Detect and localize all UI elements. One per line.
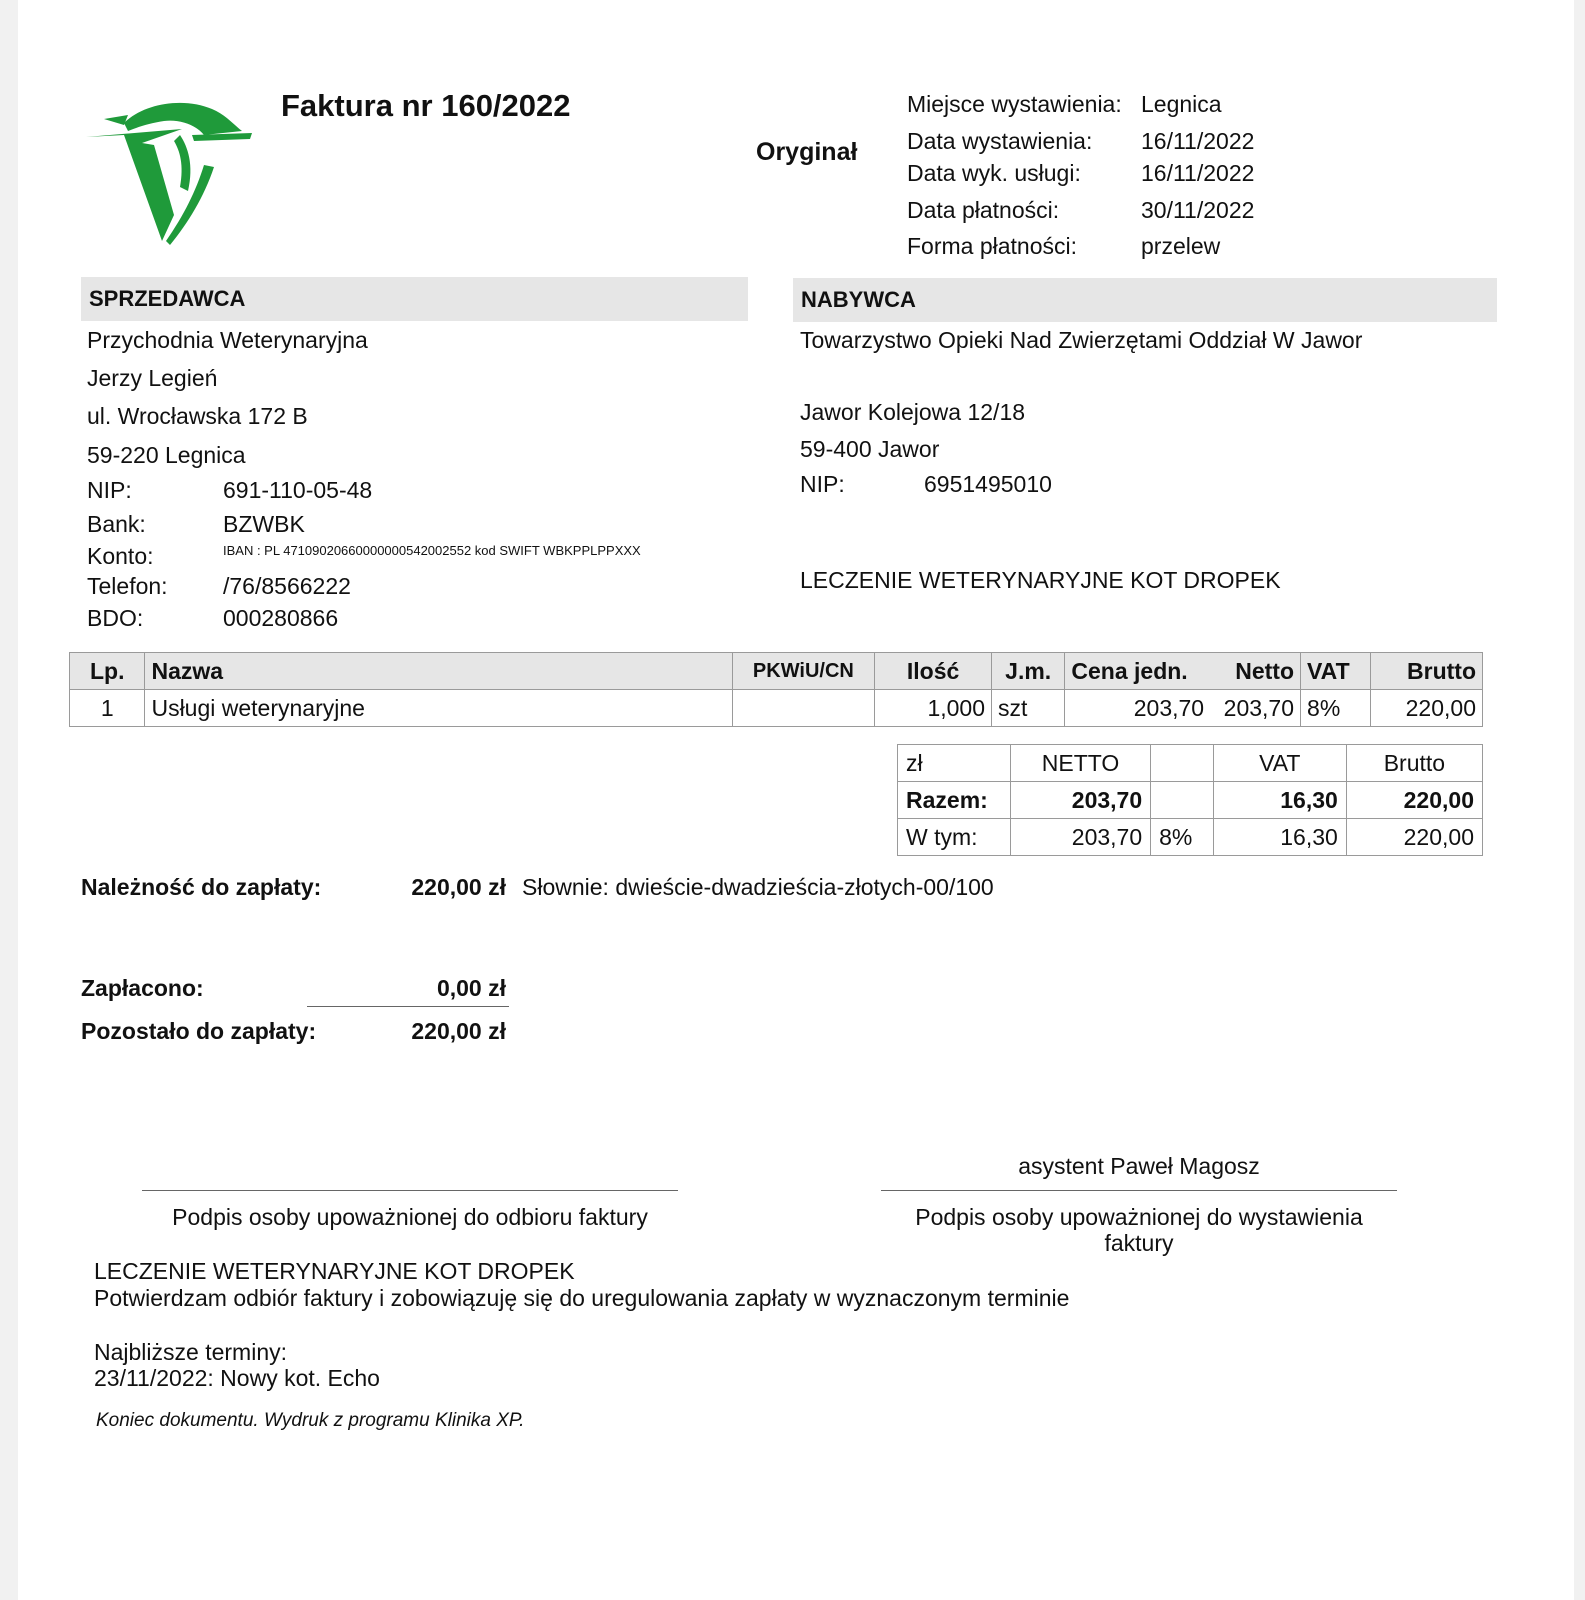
seller-field-label: NIP:	[87, 477, 132, 503]
seller-field-label: Konto:	[87, 543, 154, 569]
meta-label: Data wystawienia:	[907, 128, 1093, 154]
col-unit-price: Cena jedn.	[1065, 653, 1210, 690]
meta-label: Miejsce wystawienia:	[907, 91, 1122, 117]
col-net: Netto	[1210, 653, 1300, 690]
col-gross: Brutto	[1371, 653, 1483, 690]
seller-line: 59-220 Legnica	[87, 442, 246, 468]
summary-head: zł	[898, 745, 1011, 782]
seller-field-label: BDO:	[87, 605, 144, 631]
paid-label: Zapłacono:	[81, 975, 204, 1001]
seller-line: ul. Wrocławska 172 B	[87, 403, 308, 429]
remaining-value: 220,00 zł	[411, 1018, 506, 1044]
summary-head: NETTO	[1010, 745, 1150, 782]
paid-underline	[307, 1006, 509, 1007]
issuer-caption: faktury	[1104, 1230, 1174, 1256]
summary-header-row	[898, 745, 1483, 782]
cell-gross: 220,00	[1371, 690, 1483, 727]
meta-label: Data płatności:	[907, 197, 1060, 223]
summary-cell: Razem:	[898, 782, 1011, 819]
summary-table	[897, 744, 1483, 856]
summary-cell: 203,70	[1010, 819, 1150, 856]
meta-value: przelew	[1141, 233, 1221, 259]
cell-net: 203,70	[1210, 690, 1300, 727]
buyer-header	[793, 278, 1497, 322]
document-footer: Koniec dokumentu. Wydruk z programu Klinika XP.	[96, 1410, 525, 1431]
buyer-name: Towarzystwo Opieki Nad Zwierzętami Oddział W Jawor	[800, 327, 1363, 353]
summary-cell: 16,30	[1213, 782, 1346, 819]
summary-head	[1151, 745, 1214, 782]
remaining-label: Pozostało do zapłaty:	[81, 1018, 317, 1044]
seller-header	[81, 277, 748, 321]
issuer-name: asystent Paweł Magosz	[1018, 1153, 1260, 1179]
note-line: Potwierdzam odbiór faktury i zobowiązuję się do uregulowania zapłaty w wyznaczonym terminie	[94, 1285, 1070, 1311]
summary-head: VAT	[1213, 745, 1346, 782]
issuer-signature-line	[881, 1190, 1397, 1191]
summary-breakdown-row	[898, 819, 1483, 856]
clinic-logo	[84, 95, 254, 250]
items-table	[69, 652, 1483, 727]
seller-nip: 691-110-05-48	[223, 477, 373, 503]
seller-phone: /76/8566222	[223, 573, 351, 599]
summary-head: Brutto	[1346, 745, 1482, 782]
due-label: Należność do zapłaty:	[81, 874, 322, 900]
seller-line: Przychodnia Weterynaryjna	[87, 327, 368, 353]
meta-value: 16/11/2022	[1141, 128, 1255, 154]
receiver-signature-line	[142, 1190, 678, 1191]
seller-account: IBAN : PL 47109020660000000542002552 kod SWIFT WBKPPLPPXXX	[223, 543, 641, 558]
summary-cell	[1151, 782, 1214, 819]
meta-value: 30/11/2022	[1141, 197, 1255, 223]
due-value: 220,00 zł	[411, 874, 506, 900]
invoice-title: Faktura nr 160/2022	[281, 88, 571, 123]
cell-name: Usługi weterynaryjne	[145, 690, 732, 727]
table-row	[70, 690, 1483, 727]
seller-bdo: 000280866	[223, 605, 339, 631]
issuer-caption: Podpis osoby upoważnionej do wystawienia	[915, 1204, 1363, 1230]
summary-cell: 220,00	[1346, 782, 1482, 819]
buyer-nip: 6951495010	[924, 471, 1052, 497]
seller-field-label: Telefon:	[87, 573, 168, 599]
seller-heading: SPRZEDAWCA	[89, 286, 246, 311]
seller-field-label: Bank:	[87, 511, 146, 537]
invoice-page	[18, 0, 1574, 1600]
cell-qty: 1,000	[875, 690, 992, 727]
receiver-caption: Podpis osoby upoważnionej do odbioru faktury	[172, 1204, 648, 1230]
summary-cell: 16,30	[1213, 819, 1346, 856]
buyer-nip-label: NIP:	[800, 471, 845, 497]
col-name: Nazwa	[145, 653, 732, 690]
meta-value: Legnica	[1141, 91, 1222, 117]
cell-unit-price: 203,70	[1065, 690, 1210, 727]
buyer-line: 59-400 Jawor	[800, 436, 940, 462]
meta-value: 16/11/2022	[1141, 160, 1255, 186]
items-header-row	[70, 653, 1483, 690]
col-lp: Lp.	[70, 653, 145, 690]
col-pkwiu: PKWiU/CN	[732, 653, 875, 690]
upcoming-item: 23/11/2022: Nowy kot. Echo	[94, 1365, 380, 1391]
cell-vat: 8%	[1301, 690, 1371, 727]
cell-unit: szt	[992, 690, 1065, 727]
summary-cell: 203,70	[1010, 782, 1150, 819]
col-qty: Ilość	[875, 653, 992, 690]
amount-in-words: Słownie: dwieście-dwadzieścia-złotych-00/100	[522, 874, 994, 900]
paid-value: 0,00 zł	[436, 975, 506, 1001]
summary-cell: 8%	[1151, 819, 1214, 856]
summary-cell: 220,00	[1346, 819, 1482, 856]
summary-total-row	[898, 782, 1483, 819]
upcoming-label: Najbliższe terminy:	[94, 1339, 287, 1365]
note-line: LECZENIE WETERYNARYJNE KOT DROPEK	[94, 1258, 575, 1284]
buyer-heading: NABYWCA	[801, 287, 916, 312]
summary-cell: W tym:	[898, 819, 1011, 856]
cell-lp: 1	[70, 690, 145, 727]
buyer-line: Jawor Kolejowa 12/18	[800, 399, 1026, 425]
cell-pkwiu	[732, 690, 875, 727]
seller-bank: BZWBK	[223, 511, 305, 537]
copy-label: Oryginał	[756, 138, 858, 166]
col-unit: J.m.	[992, 653, 1065, 690]
buyer-note: LECZENIE WETERYNARYJNE KOT DROPEK	[800, 567, 1281, 593]
col-vat: VAT	[1301, 653, 1371, 690]
meta-label: Forma płatności:	[907, 233, 1078, 259]
meta-label: Data wyk. usługi:	[907, 160, 1081, 186]
seller-line: Jerzy Legień	[87, 365, 218, 391]
